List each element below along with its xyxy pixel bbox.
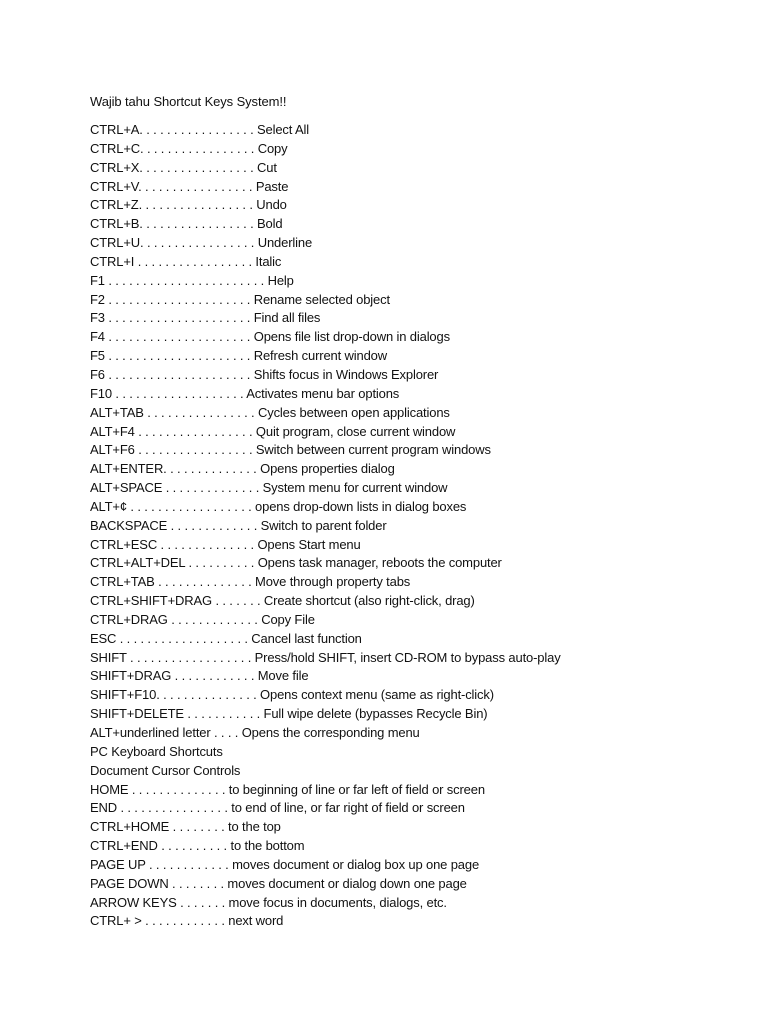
shortcut-line: SHIFT . . . . . . . . . . . . . . . . . . Press/hold SHIFT, insert CD-ROM to bypass auto-play [90,649,561,665]
shortcut-line: F3 . . . . . . . . . . . . . . . . . . . . . Find all files [90,310,321,326]
shortcut-line: ALT+ENTER. . . . . . . . . . . . . . Opens properties dialog [90,461,395,477]
shortcut-line: ALT+underlined letter . . . . Opens the corresponding menu [90,725,420,740]
shortcut-line: ESC . . . . . . . . . . . . . . . . . . . Cancel last function [90,630,362,646]
shortcut-list [90,121,561,931]
shortcut-line: END . . . . . . . . . . . . . . . . to end of line, or far right of field or screen [90,800,465,816]
shortcut-line: CTRL+SHIFT+DRAG . . . . . . . Create shortcut (also right-click, drag) [90,593,475,609]
shortcut-line: CTRL+DRAG . . . . . . . . . . . . . Copy File [90,611,315,627]
shortcut-line: CTRL+ALT+DEL . . . . . . . . . . Opens task manager, reboots the computer [90,555,502,571]
shortcut-line: ARROW KEYS . . . . . . . move focus in documents, dialogs, etc. [90,894,447,910]
section-heading: PC Keyboard Shortcuts [90,743,223,759]
shortcut-line: F10 . . . . . . . . . . . . . . . . . . . Activates menu bar options [90,385,400,401]
shortcut-line: CTRL+C. . . . . . . . . . . . . . . . . Copy [90,140,288,156]
document-title: Wajib tahu Shortcut Keys System!! [90,94,287,109]
shortcut-line: ALT+SPACE . . . . . . . . . . . . . . System menu for current window [90,480,448,496]
shortcut-line: F1 . . . . . . . . . . . . . . . . . . . . . . . Help [90,272,294,288]
shortcut-line: CTRL+TAB . . . . . . . . . . . . . . Move through property tabs [90,574,411,590]
shortcut-line: HOME . . . . . . . . . . . . . . to beginning of line or far left of field or screen [90,781,485,797]
shortcut-line: CTRL+ESC . . . . . . . . . . . . . . Opens Start menu [90,536,361,552]
shortcut-line: PAGE UP . . . . . . . . . . . . moves document or dialog box up one page [90,856,480,872]
shortcut-line: CTRL+V. . . . . . . . . . . . . . . . . Paste [90,178,289,194]
shortcut-line: ALT+F6 . . . . . . . . . . . . . . . . . Switch between current program windows [90,442,491,458]
shortcut-line: F6 . . . . . . . . . . . . . . . . . . . . . Shifts focus in Windows Explorer [90,366,439,382]
shortcut-line: CTRL+U. . . . . . . . . . . . . . . . . Underline [90,235,313,251]
shortcut-line: CTRL+END . . . . . . . . . . to the bottom [90,838,305,854]
shortcut-line: SHIFT+DELETE . . . . . . . . . . . Full wipe delete (bypasses Recycle Bin) [90,706,488,722]
shortcut-line: F2 . . . . . . . . . . . . . . . . . . . . . Rename selected object [90,291,390,307]
shortcut-line: ALT+F4 . . . . . . . . . . . . . . . . . Quit program, close current window [90,423,456,439]
shortcut-line: ALT+¢ . . . . . . . . . . . . . . . . . . opens drop-down lists in dialog boxes [90,498,467,514]
shortcut-line: PAGE DOWN . . . . . . . . moves document or dialog down one page [90,875,467,891]
shortcut-line: CTRL+A. . . . . . . . . . . . . . . . . Select All [90,122,309,137]
shortcut-line: ALT+TAB . . . . . . . . . . . . . . . . Cycles between open applications [90,404,450,420]
shortcut-line: CTRL+Z. . . . . . . . . . . . . . . . . Undo [90,197,287,213]
shortcut-line: CTRL+B. . . . . . . . . . . . . . . . . Bold [90,216,283,232]
shortcut-line: CTRL+X. . . . . . . . . . . . . . . . . Cut [90,159,277,175]
shortcut-line: F5 . . . . . . . . . . . . . . . . . . . . . Refresh current window [90,348,387,364]
shortcut-line: CTRL+I . . . . . . . . . . . . . . . . . Italic [90,253,282,269]
section-heading: Document Cursor Controls [90,762,241,778]
shortcut-line: BACKSPACE . . . . . . . . . . . . . Switch to parent folder [90,517,387,533]
shortcut-line: SHIFT+F10. . . . . . . . . . . . . . . Opens context menu (same as right-click) [90,687,494,703]
shortcut-line: F4 . . . . . . . . . . . . . . . . . . . . . Opens file list drop-down in dialogs [90,329,450,345]
shortcut-line: CTRL+HOME . . . . . . . . to the top [90,819,281,835]
shortcut-line: SHIFT+DRAG . . . . . . . . . . . . Move file [90,668,309,684]
shortcut-line: CTRL+ > . . . . . . . . . . . . next word [90,913,284,929]
